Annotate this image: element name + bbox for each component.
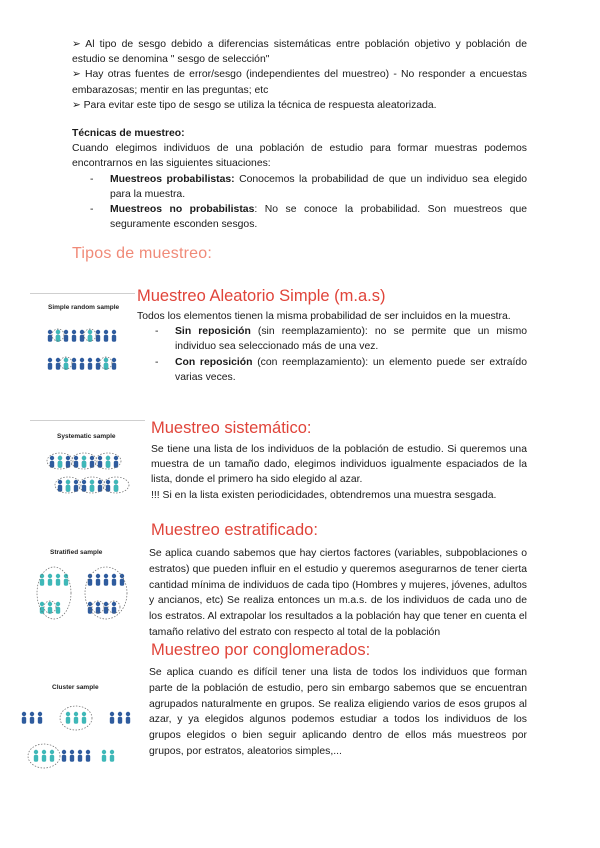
sistematico-body: Se tiene una lista de los individuos de la población de estudio. Si queremos una muestra de un tamaño dado, elegimos individuos igualmente espaciados de la lista, donde el primero ha sido elegido al azar. !!! Si en la lista existen periodicidades, obtendremos una muestra sesgada. [151, 442, 527, 503]
tecnicas-intro: Cuando elegimos individuos de una población de estudio para formar muestras podemos encontrarnos en las siguientes situaciones: [72, 143, 527, 170]
divider [30, 293, 135, 294]
thumb-label: Stratified sample [50, 549, 103, 556]
intro-bullet: ➢ Hay otras fuentes de error/sesgo (independientes del muestreo) - No responder a encuestas embarazosas; mentir en las preguntas; etc [72, 69, 527, 96]
conglomerados-body: Se aplica cuando es difícil tener una lista de todos los individuos que forman parte de la población de estudio, pero sin embargo sabemos que se encuentran agrupados naturalmente en grupos. Se realiza eligiendo varios de esos grupos al azar, y ya elegidos algunos podemos estudiar a todos los individuos de los grupos elegidos o bien seguir aplicando dentro de ellos más muestreos por grupos, por estratos, aleatorios simples,... [149, 667, 527, 757]
tecnicas-item: - Muestreos probabilistas: Conocemos la probabilidad de que un individuo sea elegido para la muestra. [90, 173, 528, 200]
tecnicas-list [72, 172, 527, 233]
mas-title: Muestreo Aleatorio Simple (m.a.s) [137, 287, 386, 305]
estratificado-body: Se aplica cuando sabemos que hay ciertos factores (variables, subpoblaciones o estratos) que pueden influir en el estudio y queremos asegurarnos de tener cierta cantidad mínima de individuos de cada tipo (Hombres y mujeres, jóvenes, adultos y ancianos, etc) Se realiza entonces un m.a.s. de los individuos de cada uno de los estratos. Al extrapolar los resultados a la población hay que tener en cuenta el tamaño relativo del estrato con respecto al total de la población [149, 548, 527, 638]
intro-bullet-list [72, 37, 527, 113]
sistematico-note: !!! Si en la lista existen periodicidades, obtendremos una muestra sesgada. [151, 489, 497, 501]
estratificado-title: Muestreo estratificado: [151, 521, 318, 539]
intro-bullet: ➢ Al tipo de sesgo debido a diferencias sistemáticas entre población objetivo y población de estudio se denomina " sesgo de selección" [72, 39, 527, 66]
mas-item: - Con reposición (con reemplazamiento): un elemento puede ser extraído varias veces. [155, 356, 527, 383]
section-title: Tipos de muestreo: [72, 245, 212, 262]
sistematico-title: Muestreo sistemático: [151, 419, 312, 437]
stratified-illustration [36, 566, 132, 630]
tecnicas-item: - Muestreos no probabilistas: No se conoce la probabilidad. Son muestreos que seguramente esconden sesgos. [90, 204, 528, 231]
tecnicas-block [72, 126, 527, 232]
simple-random-illustration [44, 322, 134, 382]
cluster-illustration [16, 700, 140, 780]
systematic-illustration [46, 448, 132, 500]
conglomerados-title: Muestreo por conglomerados: [151, 641, 371, 659]
thumb-label: Systematic sample [57, 433, 116, 440]
thumb-label: Simple random sample [48, 304, 120, 311]
mas-item: - Sin reposición (sin reemplazamiento): no se permite que un mismo individuo sea seleccionado más de una vez. [155, 326, 528, 353]
mas-body: Todos los elementos tienen la misma probabilidad de ser incluidos en la muestra. - Sin reposición (sin reemplazamiento): no se permite que un mismo individuo sea seleccionado más de una vez. - Con reposición (con reemplazamiento): un elemento puede ser extraído varias veces. [137, 309, 527, 385]
tecnicas-heading: Técnicas de muestreo: [72, 128, 185, 139]
intro-bullet: ➢ Para evitar este tipo de sesgo se utiliza la técnica de respuesta aleatorizada. [72, 99, 437, 111]
thumb-label: Cluster sample [52, 684, 99, 691]
divider [30, 420, 145, 421]
